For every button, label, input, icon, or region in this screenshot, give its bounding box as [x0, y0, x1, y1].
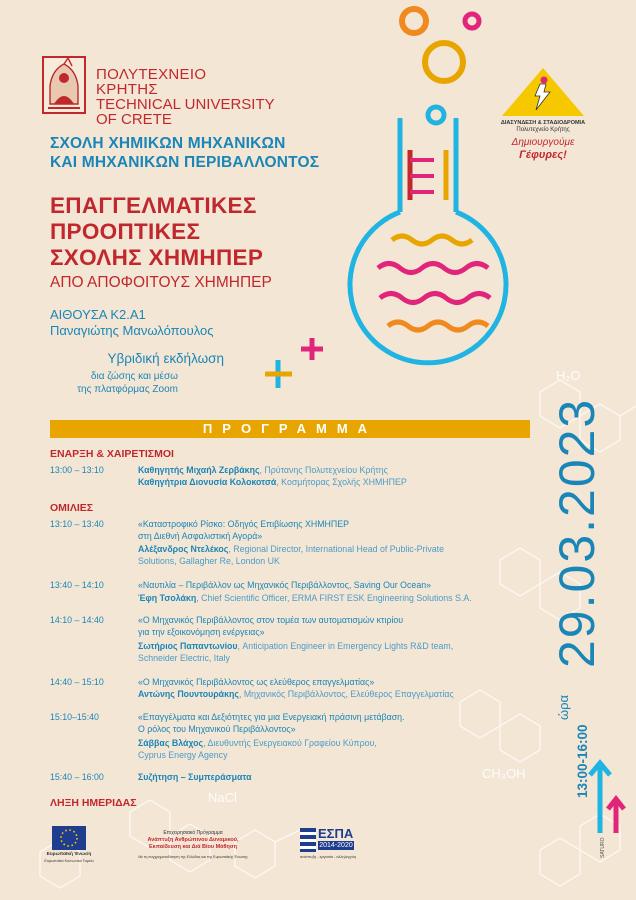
talk-5-time: 15:10–15:40	[50, 712, 99, 722]
espa-flag-icon	[300, 828, 316, 852]
talk-5-affiliation-2	[138, 749, 227, 761]
talk-1-speaker-name: Αλέξανδρος Ντελέκος	[138, 544, 229, 554]
talk-3-title-1: «Ο Μηχανικός Περιβάλλοντος στον τομέα των αυτοματισμών κτιρίου	[138, 615, 404, 625]
talk-4-speaker-name: Αντώνης Πουντουράκης	[138, 689, 239, 699]
talk-3-speaker-name: Σωτήριος Παπαντωνίου	[138, 641, 238, 651]
talk-2-time: 13:40 – 14:10	[50, 580, 104, 590]
talk-2-speaker-name: Έφη Τσολάκη	[138, 593, 197, 603]
venue-room: ΑΙΘΟΥΣΑ Κ2.Α1	[50, 307, 146, 322]
venue-hall: Παναγιώτης Μανωλόπουλος	[50, 323, 214, 338]
h2o-label: H₂O	[556, 368, 581, 383]
event-title-3: ΣΧΟΛΗΣ ΧΗΜΗΠΕΡ	[50, 245, 264, 270]
opening-speaker-2-name: Καθηγήτρια Διονυσία Κολοκοτσά	[138, 477, 277, 487]
talk-5-affiliation-2-text: Cyprus Energy Agency	[138, 750, 228, 760]
discussion-text: Συζήτηση – Συμπεράσματα	[138, 772, 252, 782]
liaison-logo-icon	[500, 66, 586, 118]
plus-symbols-icon	[264, 334, 334, 394]
op-line-2: Ανάπτυξη Ανθρώπινου Δυναμικού,	[147, 837, 239, 843]
school-name-1: ΣΧΟΛΗ ΧΗΜΙΚΩΝ ΜΗΧΑΝΙΚΩΝ	[50, 135, 286, 152]
liaison-line-1: ΔΙΑΣΥΝΔΕΣΗ & ΣΤΑΔΙΟΔΡΟΜΙΑ	[500, 120, 586, 126]
opening-speaker-1	[138, 464, 388, 476]
opening-speaker-1-role: , Πρύτανης Πολυτεχνείου Κρήτης	[259, 465, 388, 475]
talk-1-affiliation-2-text: Solutions, Gallagher Re, London UK	[138, 556, 280, 566]
decorative-arrows-icon	[586, 745, 626, 835]
hybrid-sub-2: της πλατφόρμας Zoom	[77, 384, 178, 395]
hour-label: ώρα	[556, 694, 571, 720]
event-title-2: ΠΡΟΟΠΤΙΚΕΣ	[50, 219, 201, 244]
talk-4-time: 14:40 – 15:10	[50, 677, 104, 687]
university-name-el-2: ΚΡΗΤΗΣ	[96, 81, 158, 98]
espa-years: 2014-2020	[319, 842, 353, 849]
talk-1-speaker	[138, 543, 444, 555]
talk-5-title-1: «Επαγγέλματα και Δεξιότητες για μια Ενεργειακή πράσινη μετάβαση.	[138, 712, 405, 722]
liaison-slogan-2: Γέφυρες!	[519, 149, 567, 161]
university-name-en-1: TECHNICAL UNIVERSITY	[96, 96, 275, 113]
talk-5-affiliation-1: , Διευθυντής Ενεργειακού Γραφείου Κύπρου,	[203, 738, 377, 748]
discussion-time: 15:40 – 16:00	[50, 772, 104, 782]
talk-2-speaker	[138, 592, 472, 604]
event-date: 29.03.2023	[549, 397, 605, 668]
talk-1-title-2: στη Διεθνή Ασφαλιστική Αγορά»	[138, 531, 263, 541]
event-hours: 13:00-16:00	[575, 724, 590, 798]
university-name-el-1: ΠΟΛΥΤΕΧΝΕΙΟ	[96, 66, 207, 83]
liaison-slogan-1: Δημιουργούμε	[511, 137, 575, 148]
talk-5-speaker-name: Σάββας Βλάχος	[138, 738, 204, 748]
talk-1-affiliation-1: , Regional Director, International Head of Public-Private	[228, 544, 445, 554]
flask-illustration-icon	[330, 0, 526, 368]
opening-time: 13:00 – 13:10	[50, 465, 104, 475]
talk-3-speaker	[138, 640, 453, 652]
talks-section-title: ΟΜΙΛΙΕΣ	[50, 502, 94, 514]
talk-3-affiliation-2	[138, 652, 230, 664]
talk-4-title-1: «Ο Μηχανικός Περιβάλλοντος ως ελεύθερος επαγγελματίας»	[138, 677, 375, 687]
op-line-1: Επιχειρησιακό Πρόγραμμα	[163, 830, 223, 836]
school-name-2: ΚΑΙ ΜΗΧΑΝΙΚΩΝ ΠΕΡΙΒΑΛΛΟΝΤΟΣ	[50, 154, 320, 171]
eu-sub-label: Ευρωπαϊκό Κοινωνικό Ταμείο	[44, 859, 94, 863]
talk-5-title-2: Ο ρόλος του Μηχανικού Περιβάλλοντος»	[138, 724, 296, 734]
talk-1-title-1: «Καταστροφικό Ρίσκο: Οδηγός Επιβίωσης ΧΗΜΗΠΕΡ	[138, 519, 349, 529]
talk-2-title-1: «Ναυτιλία – Περιβάλλον ως Μηχανικός Περιβάλλοντος, Saving Our Ocean»	[138, 580, 431, 590]
university-name-en-2: OF CRETE	[96, 111, 172, 128]
closing-title: ΛΗΞΗ ΗΜΕΡΙΔΑΣ	[50, 797, 137, 809]
op-line-3: Εκπαίδευση και Διά Βίου Μάθηση	[148, 844, 237, 850]
talk-1-time: 13:10 – 13:40	[50, 519, 104, 529]
opening-speaker-2-role: , Κοσμήτορας Σχολής ΧΗΜΗΠΕΡ	[276, 477, 407, 487]
liaison-line-2: Πολυτεχνείο Κρήτης	[516, 127, 570, 133]
talk-5-speaker	[138, 737, 377, 749]
talk-4-affiliation-1: , Μηχανικός Περιβάλλοντος, Ελεύθερος Επαγγελματίας	[238, 689, 454, 699]
program-header: ΠΡΟΓΡΑΜΜΑ	[50, 420, 530, 438]
discussion	[138, 771, 252, 783]
event-title-1: ΕΠΑΓΓΕΛΜΑΤΙΚΕΣ	[50, 193, 257, 218]
eu-label: Ευρωπαϊκή Ένωση	[46, 852, 92, 857]
talk-3-time: 14:10 – 14:40	[50, 615, 104, 625]
talk-4-speaker	[138, 688, 454, 700]
eu-flag-icon	[52, 826, 86, 850]
hybrid-sub-1: δια ζώσης και μέσω	[90, 371, 178, 382]
talk-2-affiliation-1: , Chief Scientific Officer, ERMA FIRST ESK Engineering Solutions S.A.	[196, 593, 472, 603]
ch3oh-label: CH₃OH	[482, 766, 526, 781]
talk-3-title-2: για την εξοικονόμηση ενέργειας»	[138, 627, 265, 637]
opening-speaker-2	[138, 476, 407, 488]
espa-label: ΕΣΠΑ	[318, 826, 354, 841]
talk-3-affiliation-2-text: Schneider Electric, Italy	[138, 653, 230, 663]
op-line-4: Με τη συγχρηματοδότηση της Ελλάδας και της Ευρωπαϊκής Ένωσης	[138, 855, 248, 859]
talk-1-affiliation-2	[138, 555, 280, 567]
opening-speaker-1-name: Καθηγητής Μιχαήλ Ζερβάκης	[138, 465, 260, 475]
university-crest-icon	[42, 56, 86, 114]
hybrid-event: Υβριδική εκδήλωση	[107, 351, 224, 366]
designer-credit: SATURO	[600, 837, 606, 858]
opening-section-title: ΕΝΑΡΞΗ & ΧΑΙΡΕΤΙΣΜΟΙ	[50, 448, 174, 460]
nacl-label: NaCl	[208, 790, 237, 805]
talk-3-affiliation-1: , Anticipation Engineer in Emergency Lights R&D team,	[237, 641, 454, 651]
event-subtitle: ΑΠΟ ΑΠΟΦΟΙΤΟΥΣ ΧΗΜΗΠΕΡ	[50, 274, 272, 291]
espa-sub: ανάπτυξη - εργασία - αλληλεγγύη	[299, 855, 357, 859]
